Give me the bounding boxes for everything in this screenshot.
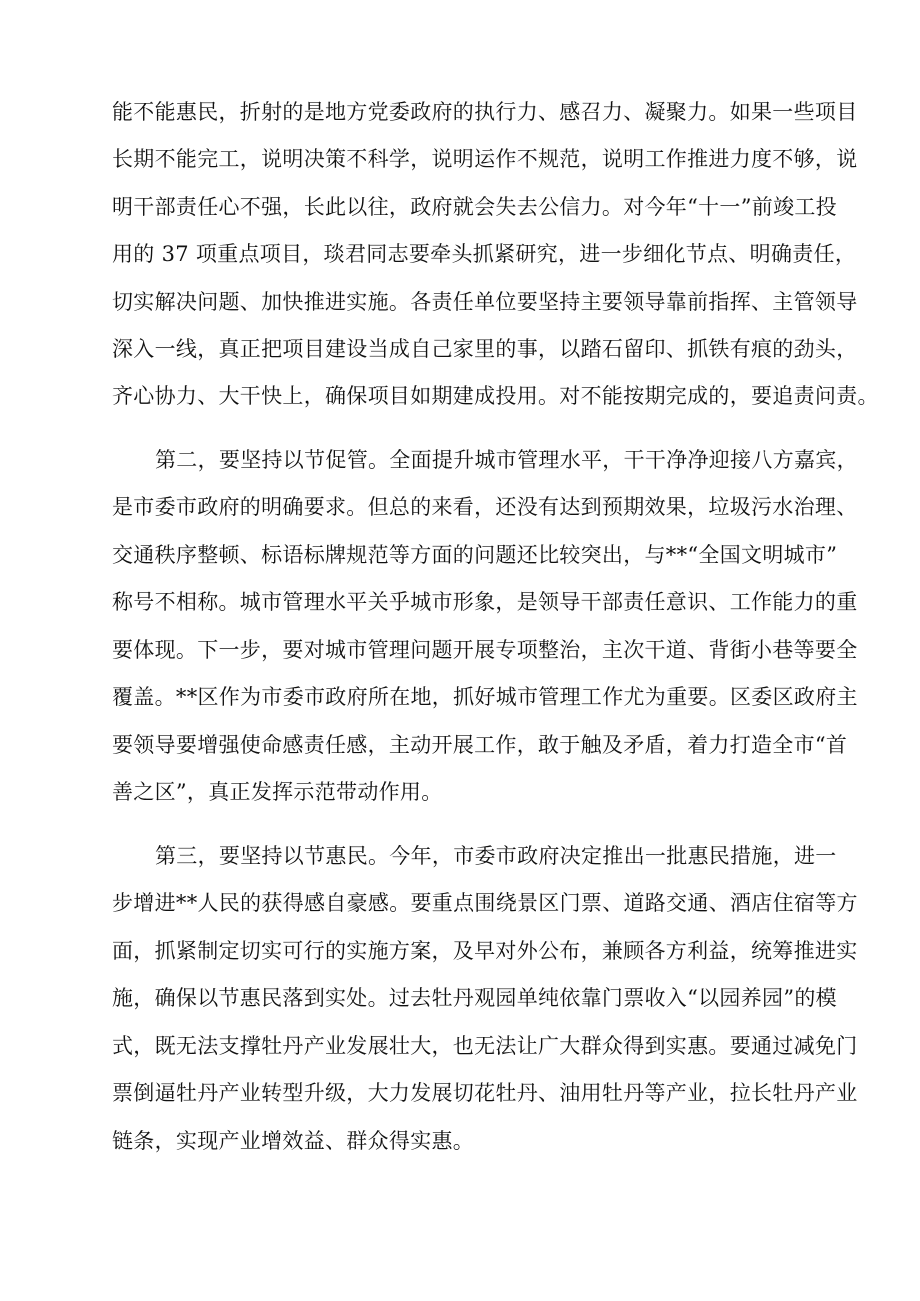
text-line: 第三，要坚持以节惠民。今年，市委市政府决定推出一批惠民措施，进一 <box>155 844 837 868</box>
text-line: 覆盖。**区作为市委市政府所在地，抓好城市管理工作尤为重要。区委区政府主 <box>112 685 858 709</box>
text-line: 式，既无法支撑牡丹产业发展壮大，也无法让广大群众得到实惠。要通过减免门 <box>112 1034 858 1058</box>
text-line: 齐心协力、大干快上，确保项目如期建成投用。对不能按期完成的，要追责问责。 <box>112 384 879 408</box>
text-line: 步增进**人民的获得感自豪感。要重点围绕景区门票、道路交通、酒店住宿等方 <box>112 891 858 915</box>
text-line: 施，确保以节惠民落到实处。过去牡丹观园单纯依靠门票收入“以园养园”的模 <box>112 986 837 1010</box>
text-line: 用的 37 项重点项目，琰君同志要牵头抓紧研究，进一步细化节点、明确责任， <box>112 242 857 266</box>
text-line: 第二，要坚持以节促管。全面提升城市管理水平，干干净净迎接八方嘉宾， <box>155 448 858 472</box>
text-line: 交通秩序整顿、标语标牌规范等方面的问题还比较突出，与**“全国文明城市” <box>112 543 838 567</box>
text-line: 深入一线，真正把项目建设当成自己家里的事，以踏石留印、抓铁有痕的劲头， <box>112 337 858 361</box>
text-line: 明干部责任心不强，长此以往，政府就会失去公信力。对今年“十一”前竣工投 <box>112 195 837 219</box>
text-line: 能不能惠民，折射的是地方党委政府的执行力、感召力、凝聚力。如果一些项目 <box>112 100 858 124</box>
text-line: 长期不能完工，说明决策不科学，说明运作不规范，说明工作推进力度不够，说 <box>112 147 858 171</box>
text-line: 链条，实现产业增效益、群众得实惠。 <box>112 1129 475 1153</box>
text-line: 称号不相称。城市管理水平关乎城市形象，是领导干部责任意识、工作能力的重 <box>112 590 858 614</box>
text-line: 是市委市政府的明确要求。但总的来看，还没有达到预期效果，垃圾污水治理、 <box>112 495 858 519</box>
text-line: 要领导要增强使命感责任感，主动开展工作，敢于触及矛盾，着力打造全市“首 <box>112 733 848 757</box>
text-line: 切实解决问题、加快推进实施。各责任单位要坚持主要领导靠前指挥、主管领导 <box>112 290 858 314</box>
text-line: 面，抓紧制定切实可行的实施方案，及早对外公布，兼顾各方利益，统筹推进实 <box>112 939 858 963</box>
text-line: 要体现。下一步，要对城市管理问题开展专项整治，主次干道、背街小巷等要全 <box>112 638 858 662</box>
text-line: 善之区”，真正发挥示范带动作用。 <box>112 780 443 804</box>
text-line: 票倒逼牡丹产业转型升级，大力发展切花牡丹、油用牡丹等产业，拉长牡丹产业 <box>112 1081 858 1105</box>
